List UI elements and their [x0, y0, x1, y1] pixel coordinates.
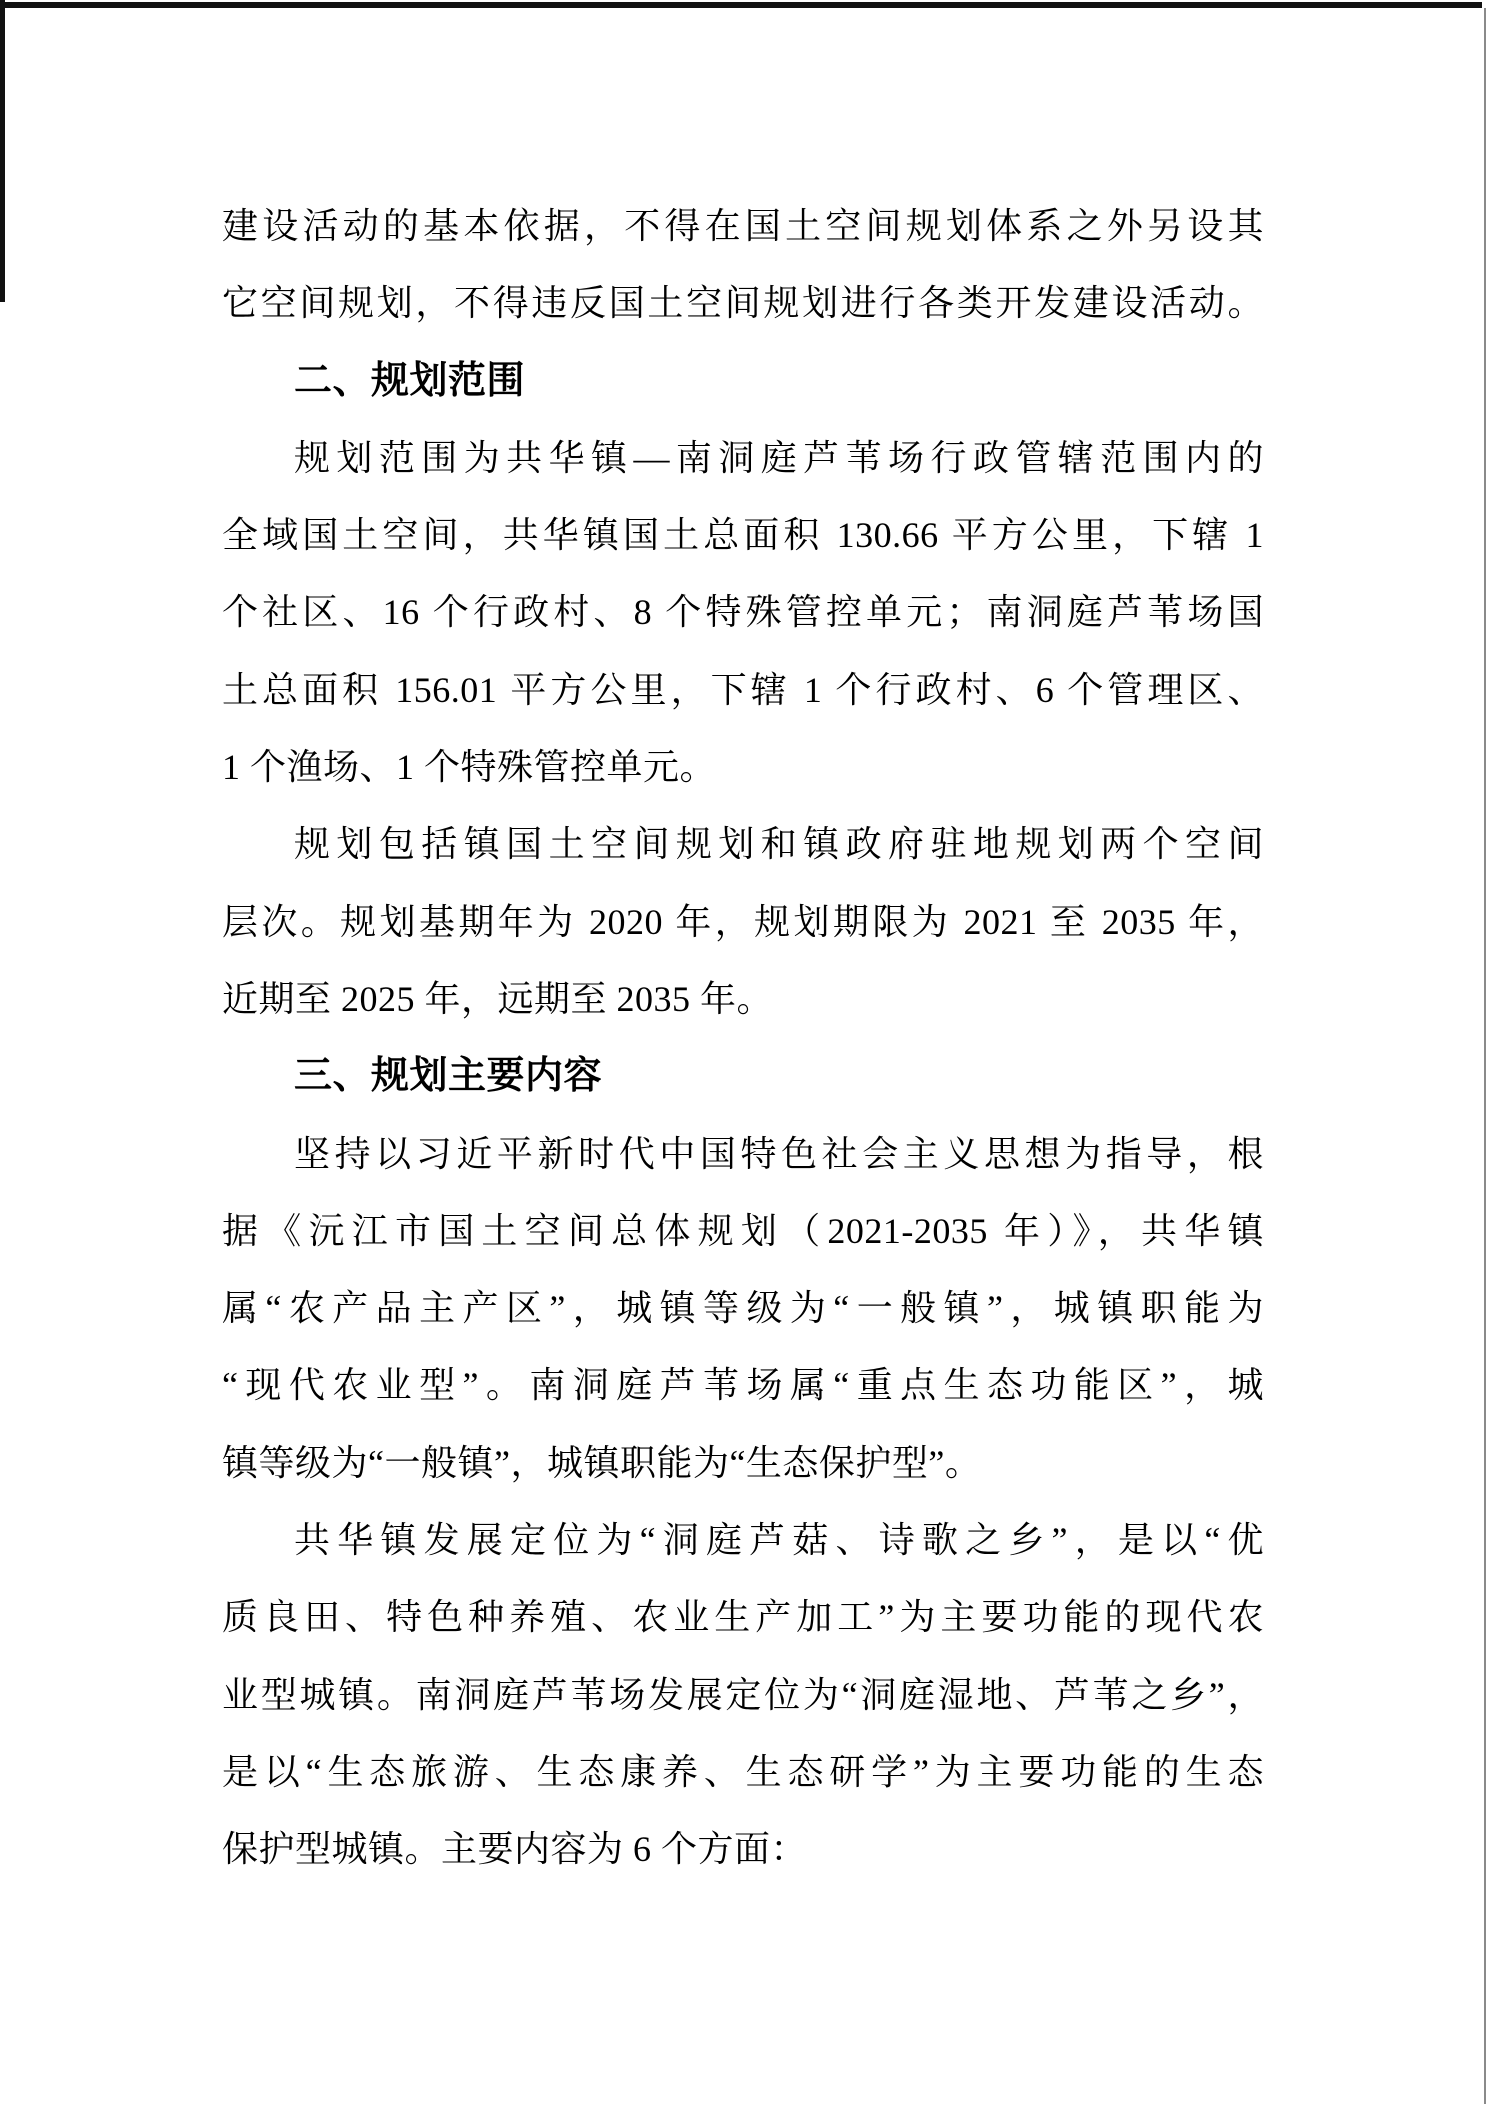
body-line: “现代农业型”。南洞庭芦苇场属“重点生态功能区”，城 [222, 1365, 1264, 1406]
body-line: 共华镇发展定位为“洞庭芦菇、诗歌之乡”，是以“优 [294, 1520, 1264, 1561]
section-heading-3: 三、规划主要内容 [294, 1055, 603, 1098]
body-line: 全域国土空间，共华镇国土总面积 130.66 平方公里，下辖 1 [222, 515, 1264, 556]
body-line: 据《沅江市国土空间总体规划（2021-2035 年）》，共华镇 [222, 1210, 1264, 1251]
body-line: 坚持以习近平新时代中国特色社会主义思想为指导，根 [294, 1133, 1264, 1174]
body-line: 保护型城镇。主要内容为 6 个方面： [222, 1829, 808, 1870]
body-line: 层次。规划基期年为 2020 年，规划期限为 2021 至 2035 年， [222, 901, 1264, 942]
body-line: 土总面积 156.01 平方公里，下辖 1 个行政村、6 个管理区、 [222, 669, 1264, 710]
body-line: 质良田、特色种养殖、农业生产加工”为主要功能的现代农 [222, 1597, 1264, 1638]
body-line: 规划范围为共华镇—南洞庭芦苇场行政管辖范围内的 [294, 437, 1264, 478]
body-line: 镇等级为“一般镇”，城镇职能为“生态保护型”。 [222, 1442, 982, 1483]
scan-edge-top [0, 2, 1482, 8]
text-column [222, 188, 1264, 1889]
section-heading-2: 二、规划范围 [294, 359, 526, 402]
scan-edge-left [0, 0, 5, 302]
body-line: 是以“生态旅游、生态康养、生态研学”为主要功能的生态 [222, 1751, 1264, 1792]
body-line: 1 个渔场、1 个特殊管控单元。 [222, 747, 717, 788]
body-line: 它空间规划，不得违反国土空间规划进行各类开发建设活动。 [222, 283, 1264, 324]
body-line: 近期至 2025 年，远期至 2035 年。 [222, 978, 774, 1019]
body-line: 规划包括镇国土空间规划和镇政府驻地规划两个空间 [294, 824, 1264, 865]
scan-edge-right [1484, 8, 1486, 2104]
body-line: 个社区、16 个行政村、8 个特殊管控单元；南洞庭芦苇场国 [222, 592, 1264, 633]
body-line: 业型城镇。南洞庭芦苇场发展定位为“洞庭湿地、芦苇之乡”， [222, 1674, 1264, 1715]
body-line: 属“农产品主产区”，城镇等级为“一般镇”，城镇职能为 [222, 1288, 1264, 1329]
body-line: 建设活动的基本依据，不得在国土空间规划体系之外另设其 [222, 206, 1264, 246]
